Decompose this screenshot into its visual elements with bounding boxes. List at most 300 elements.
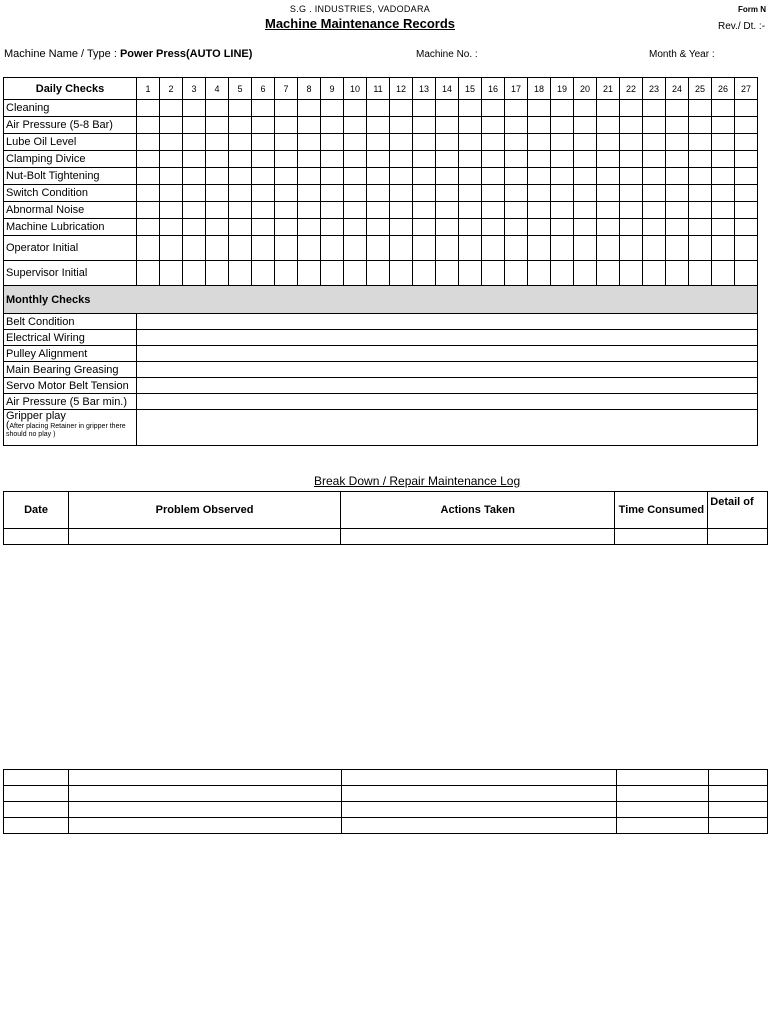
log-cell[interactable] <box>616 818 708 834</box>
daily-check-cell[interactable] <box>597 236 620 261</box>
daily-check-cell[interactable] <box>482 134 505 151</box>
daily-check-cell[interactable] <box>436 151 459 168</box>
log-cell[interactable] <box>341 770 616 786</box>
daily-check-cell[interactable] <box>229 219 252 236</box>
daily-check-cell[interactable] <box>689 219 712 236</box>
log-cell[interactable] <box>616 802 708 818</box>
daily-check-cell[interactable] <box>298 202 321 219</box>
daily-check-cell[interactable] <box>367 134 390 151</box>
daily-check-cell[interactable] <box>620 168 643 185</box>
daily-check-cell[interactable] <box>344 168 367 185</box>
daily-check-cell[interactable] <box>390 117 413 134</box>
daily-check-cell[interactable] <box>482 100 505 117</box>
log-cell[interactable] <box>69 529 341 545</box>
daily-check-cell[interactable] <box>344 261 367 286</box>
daily-check-cell[interactable] <box>436 236 459 261</box>
daily-check-cell[interactable] <box>390 134 413 151</box>
daily-check-cell[interactable] <box>620 236 643 261</box>
daily-check-cell[interactable] <box>275 100 298 117</box>
daily-check-cell[interactable] <box>206 117 229 134</box>
daily-check-cell[interactable] <box>206 168 229 185</box>
daily-check-cell[interactable] <box>597 151 620 168</box>
daily-check-cell[interactable] <box>137 151 160 168</box>
daily-check-cell[interactable] <box>183 219 206 236</box>
daily-check-cell[interactable] <box>298 151 321 168</box>
daily-check-cell[interactable] <box>735 100 758 117</box>
daily-check-cell[interactable] <box>459 219 482 236</box>
daily-check-cell[interactable] <box>160 100 183 117</box>
daily-check-cell[interactable] <box>160 117 183 134</box>
daily-check-cell[interactable] <box>275 185 298 202</box>
daily-check-cell[interactable] <box>666 134 689 151</box>
daily-check-cell[interactable] <box>367 151 390 168</box>
daily-check-cell[interactable] <box>551 202 574 219</box>
daily-check-cell[interactable] <box>413 185 436 202</box>
daily-check-cell[interactable] <box>735 134 758 151</box>
daily-check-cell[interactable] <box>551 151 574 168</box>
log-cell[interactable] <box>341 529 615 545</box>
daily-check-cell[interactable] <box>206 185 229 202</box>
daily-check-cell[interactable] <box>528 236 551 261</box>
daily-check-cell[interactable] <box>298 117 321 134</box>
daily-check-cell[interactable] <box>183 117 206 134</box>
daily-check-cell[interactable] <box>390 236 413 261</box>
daily-check-cell[interactable] <box>436 100 459 117</box>
daily-check-cell[interactable] <box>183 261 206 286</box>
daily-check-cell[interactable] <box>574 236 597 261</box>
daily-check-cell[interactable] <box>344 134 367 151</box>
daily-check-cell[interactable] <box>528 151 551 168</box>
daily-check-cell[interactable] <box>367 219 390 236</box>
daily-check-cell[interactable] <box>689 100 712 117</box>
daily-check-cell[interactable] <box>597 185 620 202</box>
daily-check-cell[interactable] <box>436 261 459 286</box>
daily-check-cell[interactable] <box>367 261 390 286</box>
daily-check-cell[interactable] <box>666 219 689 236</box>
daily-check-cell[interactable] <box>321 202 344 219</box>
monthly-check-cell[interactable] <box>137 330 758 346</box>
daily-check-cell[interactable] <box>252 151 275 168</box>
monthly-check-cell[interactable] <box>137 410 758 446</box>
daily-check-cell[interactable] <box>689 117 712 134</box>
daily-check-cell[interactable] <box>275 261 298 286</box>
log-cell[interactable] <box>616 770 708 786</box>
daily-check-cell[interactable] <box>229 236 252 261</box>
daily-check-cell[interactable] <box>367 168 390 185</box>
daily-check-cell[interactable] <box>505 185 528 202</box>
daily-check-cell[interactable] <box>505 134 528 151</box>
daily-check-cell[interactable] <box>275 117 298 134</box>
daily-check-cell[interactable] <box>505 236 528 261</box>
daily-check-cell[interactable] <box>505 100 528 117</box>
daily-check-cell[interactable] <box>551 236 574 261</box>
daily-check-cell[interactable] <box>137 202 160 219</box>
daily-check-cell[interactable] <box>574 134 597 151</box>
daily-check-cell[interactable] <box>505 117 528 134</box>
daily-check-cell[interactable] <box>482 117 505 134</box>
daily-check-cell[interactable] <box>528 134 551 151</box>
daily-check-cell[interactable] <box>206 219 229 236</box>
daily-check-cell[interactable] <box>321 100 344 117</box>
daily-check-cell[interactable] <box>551 117 574 134</box>
daily-check-cell[interactable] <box>229 185 252 202</box>
daily-check-cell[interactable] <box>344 219 367 236</box>
daily-check-cell[interactable] <box>344 236 367 261</box>
daily-check-cell[interactable] <box>137 168 160 185</box>
daily-check-cell[interactable] <box>160 236 183 261</box>
daily-check-cell[interactable] <box>206 261 229 286</box>
daily-check-cell[interactable] <box>735 219 758 236</box>
daily-check-cell[interactable] <box>275 219 298 236</box>
daily-check-cell[interactable] <box>321 261 344 286</box>
daily-check-cell[interactable] <box>206 100 229 117</box>
daily-check-cell[interactable] <box>689 261 712 286</box>
daily-check-cell[interactable] <box>137 219 160 236</box>
daily-check-cell[interactable] <box>183 100 206 117</box>
daily-check-cell[interactable] <box>137 100 160 117</box>
log-cell[interactable] <box>341 818 616 834</box>
log-cell[interactable] <box>708 802 767 818</box>
daily-check-cell[interactable] <box>482 219 505 236</box>
daily-check-cell[interactable] <box>160 134 183 151</box>
log-cell[interactable] <box>341 786 616 802</box>
monthly-check-cell[interactable] <box>137 362 758 378</box>
daily-check-cell[interactable] <box>298 168 321 185</box>
daily-check-cell[interactable] <box>528 117 551 134</box>
monthly-check-cell[interactable] <box>137 378 758 394</box>
daily-check-cell[interactable] <box>643 168 666 185</box>
daily-check-cell[interactable] <box>620 219 643 236</box>
daily-check-cell[interactable] <box>390 151 413 168</box>
daily-check-cell[interactable] <box>735 202 758 219</box>
daily-check-cell[interactable] <box>666 185 689 202</box>
daily-check-cell[interactable] <box>712 100 735 117</box>
daily-check-cell[interactable] <box>459 202 482 219</box>
daily-check-cell[interactable] <box>597 168 620 185</box>
log-cell[interactable] <box>341 802 616 818</box>
daily-check-cell[interactable] <box>275 168 298 185</box>
daily-check-cell[interactable] <box>643 117 666 134</box>
daily-check-cell[interactable] <box>551 100 574 117</box>
monthly-check-cell[interactable] <box>137 394 758 410</box>
daily-check-cell[interactable] <box>321 185 344 202</box>
daily-check-cell[interactable] <box>459 134 482 151</box>
daily-check-cell[interactable] <box>482 261 505 286</box>
daily-check-cell[interactable] <box>252 219 275 236</box>
monthly-check-cell[interactable] <box>137 346 758 362</box>
daily-check-cell[interactable] <box>344 151 367 168</box>
daily-check-cell[interactable] <box>689 134 712 151</box>
daily-check-cell[interactable] <box>321 134 344 151</box>
daily-check-cell[interactable] <box>413 151 436 168</box>
daily-check-cell[interactable] <box>344 185 367 202</box>
daily-check-cell[interactable] <box>666 151 689 168</box>
daily-check-cell[interactable] <box>597 219 620 236</box>
daily-check-cell[interactable] <box>160 151 183 168</box>
log-cell[interactable] <box>69 770 341 786</box>
daily-check-cell[interactable] <box>275 151 298 168</box>
daily-check-cell[interactable] <box>574 202 597 219</box>
daily-check-cell[interactable] <box>620 134 643 151</box>
daily-check-cell[interactable] <box>574 261 597 286</box>
daily-check-cell[interactable] <box>643 236 666 261</box>
daily-check-cell[interactable] <box>620 185 643 202</box>
daily-check-cell[interactable] <box>459 100 482 117</box>
daily-check-cell[interactable] <box>137 117 160 134</box>
daily-check-cell[interactable] <box>620 100 643 117</box>
daily-check-cell[interactable] <box>643 202 666 219</box>
daily-check-cell[interactable] <box>183 134 206 151</box>
daily-check-cell[interactable] <box>505 219 528 236</box>
daily-check-cell[interactable] <box>367 117 390 134</box>
daily-check-cell[interactable] <box>183 185 206 202</box>
daily-check-cell[interactable] <box>298 185 321 202</box>
daily-check-cell[interactable] <box>459 117 482 134</box>
daily-check-cell[interactable] <box>298 100 321 117</box>
daily-check-cell[interactable] <box>666 100 689 117</box>
daily-check-cell[interactable] <box>712 168 735 185</box>
daily-check-cell[interactable] <box>436 117 459 134</box>
daily-check-cell[interactable] <box>390 168 413 185</box>
daily-check-cell[interactable] <box>459 151 482 168</box>
daily-check-cell[interactable] <box>597 117 620 134</box>
daily-check-cell[interactable] <box>689 151 712 168</box>
daily-check-cell[interactable] <box>620 151 643 168</box>
daily-check-cell[interactable] <box>413 100 436 117</box>
log-cell[interactable] <box>4 529 69 545</box>
daily-check-cell[interactable] <box>574 151 597 168</box>
daily-check-cell[interactable] <box>505 151 528 168</box>
daily-check-cell[interactable] <box>367 185 390 202</box>
daily-check-cell[interactable] <box>666 202 689 219</box>
daily-check-cell[interactable] <box>528 261 551 286</box>
log-cell[interactable] <box>69 802 341 818</box>
daily-check-cell[interactable] <box>505 261 528 286</box>
daily-check-cell[interactable] <box>275 202 298 219</box>
daily-check-cell[interactable] <box>643 261 666 286</box>
daily-check-cell[interactable] <box>574 117 597 134</box>
daily-check-cell[interactable] <box>413 134 436 151</box>
daily-check-cell[interactable] <box>298 134 321 151</box>
daily-check-cell[interactable] <box>344 117 367 134</box>
daily-check-cell[interactable] <box>390 185 413 202</box>
daily-check-cell[interactable] <box>482 202 505 219</box>
daily-check-cell[interactable] <box>689 236 712 261</box>
log-cell[interactable] <box>616 786 708 802</box>
daily-check-cell[interactable] <box>482 185 505 202</box>
daily-check-cell[interactable] <box>298 219 321 236</box>
daily-check-cell[interactable] <box>229 100 252 117</box>
daily-check-cell[interactable] <box>551 185 574 202</box>
daily-check-cell[interactable] <box>413 236 436 261</box>
daily-check-cell[interactable] <box>528 185 551 202</box>
daily-check-cell[interactable] <box>183 168 206 185</box>
daily-check-cell[interactable] <box>321 117 344 134</box>
daily-check-cell[interactable] <box>574 100 597 117</box>
daily-check-cell[interactable] <box>597 202 620 219</box>
daily-check-cell[interactable] <box>137 261 160 286</box>
daily-check-cell[interactable] <box>367 236 390 261</box>
daily-check-cell[interactable] <box>666 236 689 261</box>
daily-check-cell[interactable] <box>574 185 597 202</box>
daily-check-cell[interactable] <box>413 168 436 185</box>
daily-check-cell[interactable] <box>597 100 620 117</box>
daily-check-cell[interactable] <box>390 100 413 117</box>
daily-check-cell[interactable] <box>160 202 183 219</box>
daily-check-cell[interactable] <box>252 202 275 219</box>
daily-check-cell[interactable] <box>689 185 712 202</box>
log-cell[interactable] <box>69 786 341 802</box>
daily-check-cell[interactable] <box>712 134 735 151</box>
daily-check-cell[interactable] <box>459 185 482 202</box>
log-cell[interactable] <box>4 770 69 786</box>
log-cell[interactable] <box>69 818 341 834</box>
daily-check-cell[interactable] <box>528 100 551 117</box>
daily-check-cell[interactable] <box>459 168 482 185</box>
daily-check-cell[interactable] <box>390 202 413 219</box>
daily-check-cell[interactable] <box>528 219 551 236</box>
daily-check-cell[interactable] <box>689 168 712 185</box>
daily-check-cell[interactable] <box>482 168 505 185</box>
daily-check-cell[interactable] <box>137 236 160 261</box>
daily-check-cell[interactable] <box>689 202 712 219</box>
log-cell[interactable] <box>615 529 708 545</box>
daily-check-cell[interactable] <box>160 185 183 202</box>
daily-check-cell[interactable] <box>459 236 482 261</box>
log-cell[interactable] <box>708 818 767 834</box>
daily-check-cell[interactable] <box>367 100 390 117</box>
daily-check-cell[interactable] <box>735 185 758 202</box>
daily-check-cell[interactable] <box>735 117 758 134</box>
daily-check-cell[interactable] <box>436 219 459 236</box>
daily-check-cell[interactable] <box>482 151 505 168</box>
daily-check-cell[interactable] <box>229 261 252 286</box>
daily-check-cell[interactable] <box>252 134 275 151</box>
daily-check-cell[interactable] <box>597 134 620 151</box>
daily-check-cell[interactable] <box>321 236 344 261</box>
daily-check-cell[interactable] <box>183 202 206 219</box>
daily-check-cell[interactable] <box>712 151 735 168</box>
daily-check-cell[interactable] <box>528 202 551 219</box>
log-cell[interactable] <box>4 802 69 818</box>
daily-check-cell[interactable] <box>666 117 689 134</box>
daily-check-cell[interactable] <box>321 168 344 185</box>
daily-check-cell[interactable] <box>735 236 758 261</box>
daily-check-cell[interactable] <box>436 168 459 185</box>
log-cell[interactable] <box>708 529 768 545</box>
daily-check-cell[interactable] <box>643 219 666 236</box>
daily-check-cell[interactable] <box>344 202 367 219</box>
daily-check-cell[interactable] <box>643 185 666 202</box>
daily-check-cell[interactable] <box>643 100 666 117</box>
daily-check-cell[interactable] <box>298 236 321 261</box>
daily-check-cell[interactable] <box>551 168 574 185</box>
daily-check-cell[interactable] <box>390 219 413 236</box>
daily-check-cell[interactable] <box>160 219 183 236</box>
daily-check-cell[interactable] <box>229 151 252 168</box>
daily-check-cell[interactable] <box>298 261 321 286</box>
daily-check-cell[interactable] <box>666 261 689 286</box>
daily-check-cell[interactable] <box>436 134 459 151</box>
daily-check-cell[interactable] <box>643 151 666 168</box>
daily-check-cell[interactable] <box>206 202 229 219</box>
daily-check-cell[interactable] <box>712 185 735 202</box>
daily-check-cell[interactable] <box>551 261 574 286</box>
daily-check-cell[interactable] <box>413 219 436 236</box>
daily-check-cell[interactable] <box>712 236 735 261</box>
daily-check-cell[interactable] <box>712 202 735 219</box>
daily-check-cell[interactable] <box>551 134 574 151</box>
log-cell[interactable] <box>708 770 767 786</box>
daily-check-cell[interactable] <box>344 100 367 117</box>
daily-check-cell[interactable] <box>229 168 252 185</box>
daily-check-cell[interactable] <box>252 117 275 134</box>
daily-check-cell[interactable] <box>436 202 459 219</box>
daily-check-cell[interactable] <box>206 134 229 151</box>
daily-check-cell[interactable] <box>459 261 482 286</box>
daily-check-cell[interactable] <box>252 168 275 185</box>
daily-check-cell[interactable] <box>206 151 229 168</box>
daily-check-cell[interactable] <box>735 151 758 168</box>
daily-check-cell[interactable] <box>160 168 183 185</box>
daily-check-cell[interactable] <box>712 219 735 236</box>
daily-check-cell[interactable] <box>137 134 160 151</box>
daily-check-cell[interactable] <box>252 261 275 286</box>
daily-check-cell[interactable] <box>712 117 735 134</box>
daily-check-cell[interactable] <box>528 168 551 185</box>
daily-check-cell[interactable] <box>643 134 666 151</box>
daily-check-cell[interactable] <box>574 168 597 185</box>
daily-check-cell[interactable] <box>252 185 275 202</box>
daily-check-cell[interactable] <box>321 151 344 168</box>
daily-check-cell[interactable] <box>574 219 597 236</box>
daily-check-cell[interactable] <box>160 261 183 286</box>
daily-check-cell[interactable] <box>735 168 758 185</box>
daily-check-cell[interactable] <box>229 117 252 134</box>
daily-check-cell[interactable] <box>505 202 528 219</box>
daily-check-cell[interactable] <box>229 202 252 219</box>
daily-check-cell[interactable] <box>620 261 643 286</box>
daily-check-cell[interactable] <box>505 168 528 185</box>
monthly-check-cell[interactable] <box>137 314 758 330</box>
daily-check-cell[interactable] <box>275 134 298 151</box>
daily-check-cell[interactable] <box>229 134 252 151</box>
daily-check-cell[interactable] <box>390 261 413 286</box>
daily-check-cell[interactable] <box>367 202 390 219</box>
daily-check-cell[interactable] <box>252 236 275 261</box>
daily-check-cell[interactable] <box>206 236 229 261</box>
daily-check-cell[interactable] <box>183 236 206 261</box>
daily-check-cell[interactable] <box>735 261 758 286</box>
daily-check-cell[interactable] <box>436 185 459 202</box>
daily-check-cell[interactable] <box>183 151 206 168</box>
daily-check-cell[interactable] <box>482 236 505 261</box>
log-cell[interactable] <box>4 818 69 834</box>
daily-check-cell[interactable] <box>620 202 643 219</box>
daily-check-cell[interactable] <box>712 261 735 286</box>
daily-check-cell[interactable] <box>137 185 160 202</box>
daily-check-cell[interactable] <box>413 261 436 286</box>
daily-check-cell[interactable] <box>413 117 436 134</box>
daily-check-cell[interactable] <box>597 261 620 286</box>
daily-check-cell[interactable] <box>413 202 436 219</box>
log-cell[interactable] <box>708 786 767 802</box>
daily-check-cell[interactable] <box>620 117 643 134</box>
daily-check-cell[interactable] <box>551 219 574 236</box>
log-cell[interactable] <box>4 786 69 802</box>
daily-check-cell[interactable] <box>275 236 298 261</box>
daily-check-cell[interactable] <box>666 168 689 185</box>
